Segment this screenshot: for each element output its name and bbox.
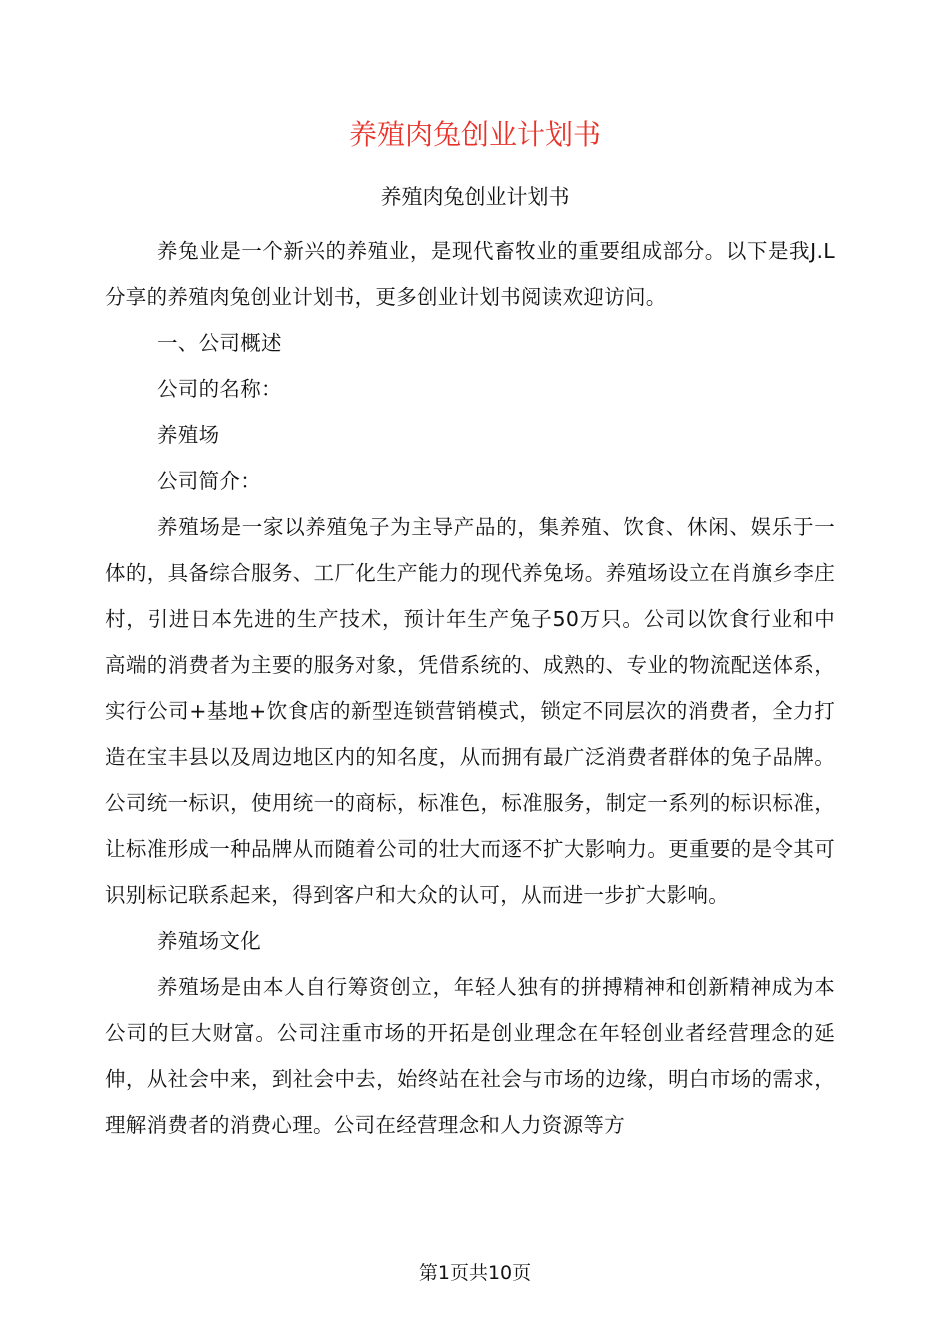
document-title: 养殖肉兔创业计划书 [348,118,601,151]
company-name-value: 养殖场 [157,423,220,447]
document-body [105,228,835,1148]
intro-paragraph: 养兔业是一个新兴的养殖业，是现代畜牧业的重要组成部分。以下是我J.L分享的养殖肉兔创业计划书，更多创业计划书阅读欢迎访问。 [105,239,835,309]
company-name-label: 公司的名称： [157,377,282,401]
document-subtitle: 养殖肉兔创业计划书 [380,185,570,209]
culture-paragraph: 养殖场是由本人自行筹资创立，年轻人独有的拼搏精神和创新精神成为本公司的巨大财富。公司注重市场的开拓是创业理念在年轻创业者经营理念的延伸，从社会中来，到社会中去，始终站在社会与市场的边缘，明白市场的需求，理解消费者的消费心理。公司在经营理念和人力资源等方 [105,975,835,1137]
section-heading-overview: 一、公司概述 [157,331,282,355]
company-intro-label: 公司简介： [157,469,261,493]
page-number-footer: 第1页共10页 [418,1262,532,1284]
company-intro-paragraph: 养殖场是一家以养殖兔子为主导产品的，集养殖、饮食、休闲、娱乐于一体的，具备综合服务、工厂化生产能力的现代养兔场。养殖场设立在肖旗乡李庄村，引进日本先进的生产技术，预计年生产兔子50万只。公司以饮食行业和中高端的消费者为主要的服务对象，凭借系统的、成熟的、专业的物流配送体系，实行公司+基地+饮食店的新型连锁营销模式，锁定不同层次的消费者，全力打造在宝丰县以及周边地区内的知名度，从而拥有最广泛消费者群体的兔子品牌。公司统一标识，使用统一的商标，标准色，标准服务，制定一系列的标识标准，让标准形成一种品牌从而随着公司的壮大而逐不扩大影响力。更重要的是令其可识别标记联系起来，得到客户和大众的认可，从而进一步扩大影响。 [105,515,835,907]
culture-heading: 养殖场文化 [157,929,261,953]
